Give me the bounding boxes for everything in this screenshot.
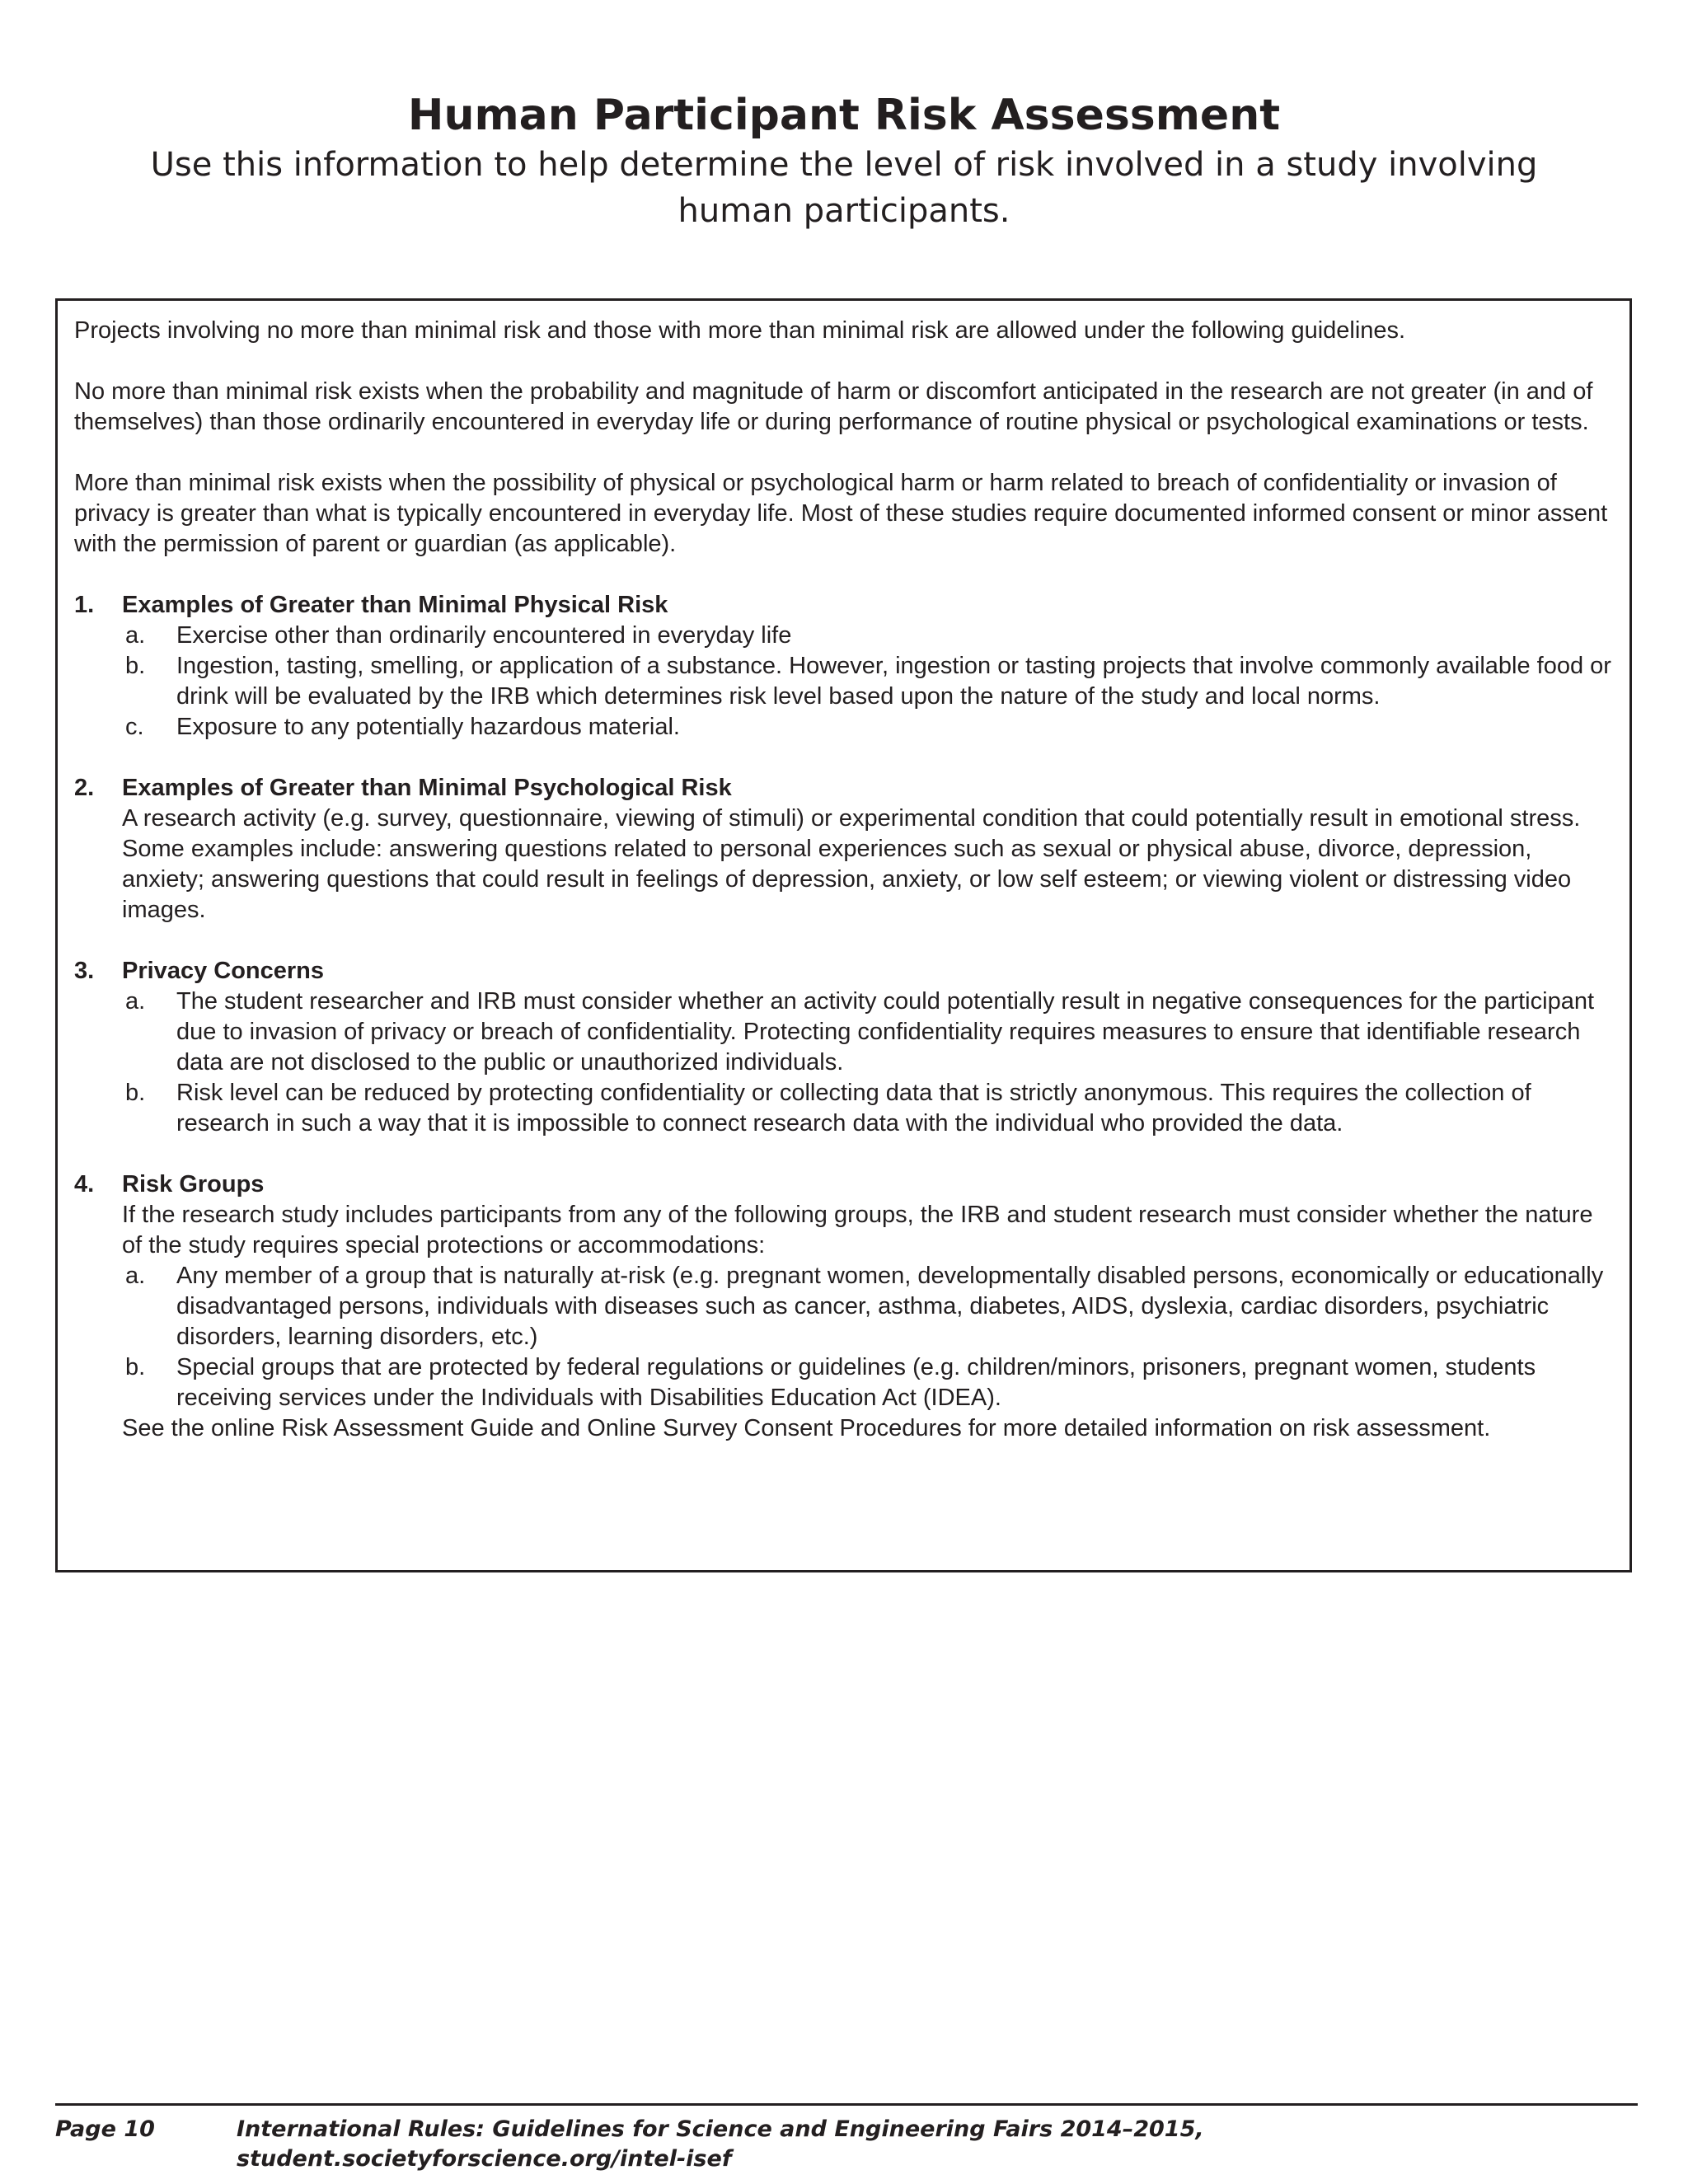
item-letter: c. [125,714,144,740]
section-body: If the research study includes participants from any of the following groups, the IRB and student research must consider whether the nature of the study requires special protections or accommodations: [122,1202,1593,1258]
section-heading [74,773,1613,804]
section-heading [74,1169,1613,1200]
list-item [74,1261,1613,1352]
page-header [0,89,1688,234]
item-letter: b. [125,653,146,679]
item-text: Special groups that are protected by federal regulations or guidelines (e.g. children/minors, prisoners, pregnant women, students receiving services under the Individuals with Disabilities Education Act (IDEA). [176,1354,1536,1411]
more-than-minimal-risk-paragraph: More than minimal risk exists when the possibility of physical or psychological harm or harm related to breach of confidentiality or invasion of privacy is greater than what is typically encountered in everyday life. Most of these studies require documented informed consent or minor assent with the permission of parent or guardian (as applicable). [74,470,1608,557]
section-physical-risk [74,590,1613,743]
minimal-risk-paragraph: No more than minimal risk exists when the probability and magnitude of harm or discomfort anticipated in the research are not greater (in and of themselves) than those ordinarily encountered in everyday life or during performance of routine physical or psychological examinations or tests. [74,378,1593,435]
item-text: Exposure to any potentially hazardous material. [176,714,680,740]
list-item [74,712,1613,743]
section-title: Examples of Greater than Minimal Physical Risk [122,592,668,618]
list-item [74,651,1613,712]
page-subtitle: Use this information to help determine the level of risk involved in a study involving human participants. [150,146,1538,230]
section-number: 4. [74,1171,95,1197]
item-letter: a. [125,988,146,1015]
footer-divider [55,2103,1638,2106]
section-title: Examples of Greater than Minimal Psychological Risk [122,775,732,801]
item-text: Any member of a group that is naturally at-risk (e.g. pregnant women, developmentally disabled persons, economically or educationally disadvantaged persons, individuals with diseases such as cancer, asthma, diabetes, AIDS, dyslexia, cardiac disorders, psychiatric disorders, learning disorders, etc.) [176,1263,1604,1350]
section-privacy-concerns [74,956,1613,1139]
item-letter: a. [125,622,146,649]
item-text: The student researcher and IRB must consider whether an activity could potentially result in negative consequences for the participant due to invasion of privacy or breach of confidentiality. Protecting confidentiality requires measures to ensure that identifiable research data are not disclosed to the public or unauthorized individuals. [176,988,1595,1076]
list-item [74,1352,1613,1413]
page-footer [55,2115,1638,2174]
item-letter: b. [125,1080,146,1106]
list-item [74,1078,1613,1139]
page-number: Page 10 [55,2116,155,2142]
section-number: 2. [74,775,95,801]
section-number: 3. [74,958,95,984]
section-note: See the online Risk Assessment Guide and Online Survey Consent Procedures for more detailed information on risk assessment. [122,1415,1491,1441]
page-title: Human Participant Risk Assessment [407,91,1281,140]
section-risk-groups [74,1169,1613,1444]
item-letter: b. [125,1354,146,1380]
item-text: Ingestion, tasting, smelling, or application of a substance. However, ingestion or tasting projects that involve commonly available food or drink will be evaluated by the IRB which determines risk level based upon the nature of the study and local norms. [176,653,1611,710]
item-letter: a. [125,1263,146,1289]
footer-text: International Rules: Guidelines for Science and Engineering Fairs 2014–2015, student.societyforscience.org/intel-isef [237,2116,1204,2172]
section-title: Privacy Concerns [122,958,325,984]
intro-paragraph: Projects involving no more than minimal risk and those with more than minimal risk are allowed under the following guidelines. [74,317,1406,344]
section-psychological-risk [74,773,1613,926]
section-heading [74,590,1613,621]
section-number: 1. [74,592,95,618]
section-body: A research activity (e.g. survey, questionnaire, viewing of stimuli) or experimental condition that could potentially result in emotional stress. Some examples include: answering questions related to personal experiences such as sexual or physical abuse, divorce, depression, anxiety; answering questions that could result in feelings of depression, anxiety, or low self esteem; or viewing violent or distressing video images. [122,805,1581,923]
section-heading [74,956,1613,987]
item-text: Exercise other than ordinarily encountered in everyday life [176,622,792,649]
list-item [74,987,1613,1078]
section-title: Risk Groups [122,1171,265,1197]
risk-guidelines-box [55,298,1632,1572]
list-item [74,621,1613,651]
item-text: Risk level can be reduced by protecting confidentiality or collecting data that is strictly anonymous. This requires the collection of research in such a way that it is impossible to connect research data with the individual who provided the data. [176,1080,1531,1137]
